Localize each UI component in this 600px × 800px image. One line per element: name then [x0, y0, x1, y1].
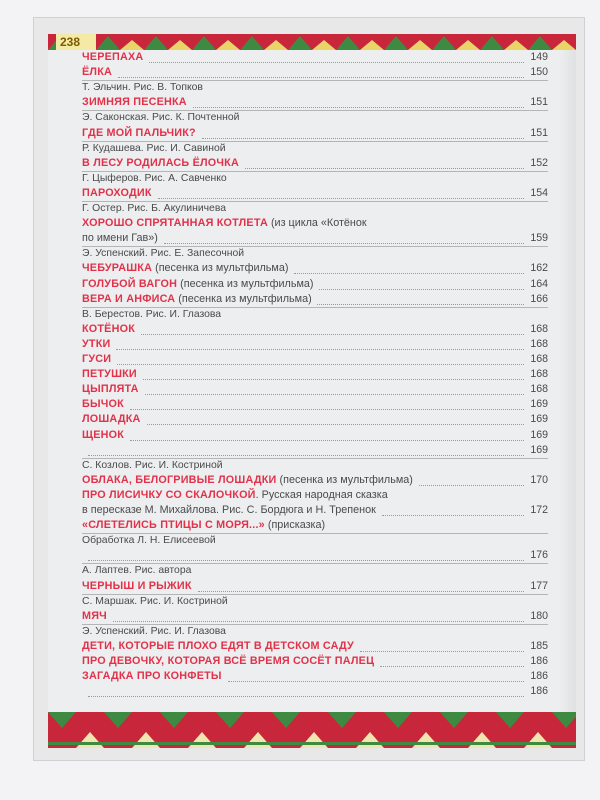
toc-entry	[82, 654, 548, 669]
toc-entry	[82, 639, 548, 654]
page-ref: 185	[530, 639, 548, 652]
toc-author-line	[82, 533, 548, 548]
entry-note: (присказка)	[264, 519, 326, 532]
author-credit: Э. Успенский. Рис. И. Глазова	[82, 625, 226, 637]
entry-title: В ЛЕСУ РОДИЛАСЬ ЁЛОЧКА	[82, 156, 239, 169]
toc-entry	[82, 412, 548, 427]
toc-entry	[82, 231, 548, 246]
page-ref: 168	[530, 322, 548, 335]
toc-entry	[82, 337, 548, 352]
toc-author-line	[82, 141, 548, 156]
leader-dots	[88, 560, 524, 561]
leader-dots	[130, 440, 524, 441]
toc-entry	[82, 186, 548, 201]
page-ref: 159	[530, 232, 548, 245]
leader-dots	[149, 62, 524, 63]
leader-dots	[117, 364, 524, 365]
entry-title: КОТЁНОК	[82, 322, 135, 335]
leader-dots	[130, 409, 524, 410]
leader-dots	[319, 289, 524, 290]
page-ref: 186	[530, 655, 548, 667]
entry-note: (песенка из мультфильма)	[175, 292, 312, 305]
page-ref: 151	[530, 126, 548, 139]
entry-title: ПАРОХОДИК	[82, 186, 152, 199]
entry-note: . Русская народная сказка	[255, 488, 388, 501]
page-ref: 172	[530, 504, 548, 516]
toc-entry	[82, 518, 548, 533]
toc-entry	[82, 503, 548, 518]
entry-note: (песенка из мультфильма)	[152, 262, 289, 275]
entry-title: ЧЕРЕПАХА	[82, 51, 144, 63]
entry-title: ДЕТИ, КОТОРЫЕ ПЛОХО ЕДЯТ В ДЕТСКОМ САДУ	[82, 639, 354, 652]
page-ref: 150	[530, 66, 548, 79]
entry-title: ЦЫПЛЯТА	[82, 383, 139, 396]
entry-continuation: в пересказе М. Михайлова. Рис. С. Бордюга и Н. Трепенок	[82, 504, 376, 516]
page-ref: 168	[530, 368, 548, 381]
toc-entry	[82, 261, 548, 276]
toc-author-line	[82, 458, 548, 473]
author-credit: Э. Саконская. Рис. К. Почтенной	[82, 112, 240, 124]
entry-title: ГУСИ	[82, 353, 112, 365]
toc-entry	[82, 473, 548, 488]
toc-entry	[82, 382, 548, 397]
entry-note: (песенка из мультфильма)	[276, 473, 413, 486]
section-divider	[82, 110, 548, 111]
leader-dots	[164, 243, 524, 244]
toc-entry	[82, 548, 548, 563]
section-divider	[82, 563, 548, 564]
leader-dots	[202, 138, 524, 139]
entry-title: ХОРОШО СПРЯТАННАЯ КОТЛЕТА	[82, 217, 268, 230]
section-divider	[82, 141, 548, 142]
author-credit: Г. Остер. Рис. Б. Акулиничева	[82, 203, 227, 214]
toc-author-line	[82, 307, 548, 322]
toc-entry	[82, 277, 548, 292]
section-divider	[82, 80, 548, 81]
toc-author-line	[82, 80, 548, 95]
entry-title: «СЛЕТЕЛИСЬ ПТИЦЫ С МОРЯ...»	[82, 519, 265, 532]
page-ref: 169	[530, 398, 548, 411]
toc-entry	[82, 397, 548, 412]
leader-dots	[116, 349, 524, 350]
entry-title: ГОЛУБОЙ ВАГОН	[82, 277, 178, 290]
page-ref: 176	[530, 549, 548, 562]
page-ref: 186	[530, 670, 548, 683]
entry-title: ЛОШАДКА	[82, 413, 141, 426]
page-ref: 170	[530, 473, 548, 486]
section-divider	[82, 307, 548, 308]
entry-title: ВЕРА И АНФИСА	[82, 292, 176, 305]
leader-dots	[360, 651, 524, 652]
page-ref: 169	[530, 443, 548, 456]
leader-dots	[118, 77, 524, 78]
leader-dots	[143, 379, 524, 380]
author-credit: С. Козлов. Рис. И. Костриной	[82, 459, 223, 471]
section-divider	[82, 533, 548, 534]
leader-dots	[141, 334, 524, 335]
author-credit: А. Лаптев. Рис. автора	[82, 565, 192, 577]
section-divider	[82, 201, 548, 202]
page-number: 238	[56, 34, 96, 50]
author-credit: Т. Эльчин. Рис. В. Топков	[82, 82, 203, 94]
section-divider	[82, 171, 548, 172]
entry-note: (из цикла «Котёнок	[267, 217, 367, 230]
ornament-border-bottom	[48, 712, 576, 748]
toc-entry	[82, 488, 548, 503]
entry-title: ПРО ЛИСИЧКУ СО СКАЛОЧКОЙ	[82, 488, 256, 501]
page-ref: 152	[530, 156, 548, 169]
author-credit: В. Берестов. Рис. И. Глазова	[82, 308, 222, 320]
toc-entry	[82, 65, 548, 80]
entry-title: ПРО ДЕВОЧКУ, КОТОРАЯ ВСЁ ВРЕМЯ СОСЁТ ПАЛЕЦ	[82, 655, 375, 667]
toc-entry	[82, 322, 548, 337]
entry-title: ГДЕ МОЙ ПАЛЬЧИК?	[82, 126, 196, 139]
toc-author-line	[82, 201, 548, 216]
author-credit: Обработка Л. Н. Елисеевой	[82, 535, 216, 547]
entry-note: (песенка из мультфильма)	[177, 277, 314, 290]
toc-entry	[82, 367, 548, 382]
entry-title: ЗИМНЯЯ ПЕСЕНКА	[82, 96, 187, 109]
page-ref: 186	[530, 685, 548, 698]
entry-title: УТКИ	[82, 337, 111, 350]
section-divider	[82, 594, 548, 595]
toc-entry	[82, 443, 548, 458]
leader-dots	[158, 198, 524, 199]
leader-dots	[380, 666, 524, 667]
toc-author-line	[82, 246, 548, 261]
leader-dots	[382, 515, 524, 516]
toc-entry	[82, 95, 548, 110]
entry-title: МЯЧ	[82, 609, 107, 622]
leader-dots	[88, 696, 524, 697]
entry-title: ОБЛАКА, БЕЛОГРИВЫЕ ЛОШАДКИ	[82, 473, 277, 486]
entry-continuation: по имени Гав»)	[82, 232, 158, 245]
author-credit: Э. Успенский. Рис. Е. Запесочной	[82, 248, 245, 260]
author-credit: Г. Цыферов. Рис. А. Савченко	[82, 172, 227, 184]
page-ref: 149	[530, 51, 548, 63]
entry-title: ЁЛКА	[82, 66, 112, 79]
toc-entry	[82, 292, 548, 307]
toc-entry	[82, 352, 548, 367]
page-ref: 177	[530, 579, 548, 592]
leader-dots	[88, 455, 524, 456]
toc-entry	[82, 684, 548, 699]
page-ref: 164	[530, 277, 548, 290]
leader-dots	[245, 168, 524, 169]
toc-author-line	[82, 171, 548, 186]
page-ref: 162	[530, 262, 548, 275]
ornament-border-top	[48, 34, 576, 50]
page-ref: 166	[530, 292, 548, 305]
author-credit: Р. Кудашева. Рис. И. Савиной	[82, 142, 226, 154]
page-ref: 168	[530, 383, 548, 396]
page-ref: 169	[530, 413, 548, 426]
page-ref: 168	[530, 337, 548, 350]
leader-dots	[198, 591, 524, 592]
leader-dots	[294, 273, 524, 274]
section-divider	[82, 624, 548, 625]
entry-title: ЗАГАДКА ПРО КОНФЕТЫ	[82, 670, 222, 683]
author-credit: С. Маршак. Рис. И. Костриной	[82, 595, 228, 607]
toc-entry	[82, 609, 548, 624]
toc-entry	[82, 126, 548, 141]
toc-entry	[82, 216, 548, 231]
toc-entry	[82, 428, 548, 443]
page-ref: 168	[530, 353, 548, 365]
page-ref: 151	[530, 96, 548, 109]
entry-title: ПЕТУШКИ	[82, 368, 137, 381]
toc-entry	[82, 579, 548, 594]
leader-dots	[147, 424, 524, 425]
entry-title: ЧЕБУРАШКА	[82, 262, 153, 275]
leader-dots	[193, 107, 524, 108]
toc-author-line	[82, 594, 548, 609]
leader-dots	[145, 394, 524, 395]
toc-author-line	[82, 110, 548, 125]
section-divider	[82, 458, 548, 459]
leader-dots	[228, 681, 524, 682]
leader-dots	[317, 304, 524, 305]
toc-entry	[82, 50, 548, 65]
toc-author-line	[82, 624, 548, 639]
page-ref: 180	[530, 609, 548, 622]
entry-title: БЫЧОК	[82, 398, 124, 411]
page-ref: 169	[530, 428, 548, 441]
toc-author-line	[82, 563, 548, 578]
entry-title: ЧЕРНЫШ И РЫЖИК	[82, 579, 192, 592]
leader-dots	[419, 485, 524, 486]
page-ref: 154	[530, 186, 548, 199]
leader-dots	[113, 621, 524, 622]
section-divider	[82, 246, 548, 247]
toc-entry	[82, 156, 548, 171]
toc-entry	[82, 669, 548, 684]
entry-title: ЩЕНОК	[82, 428, 124, 441]
